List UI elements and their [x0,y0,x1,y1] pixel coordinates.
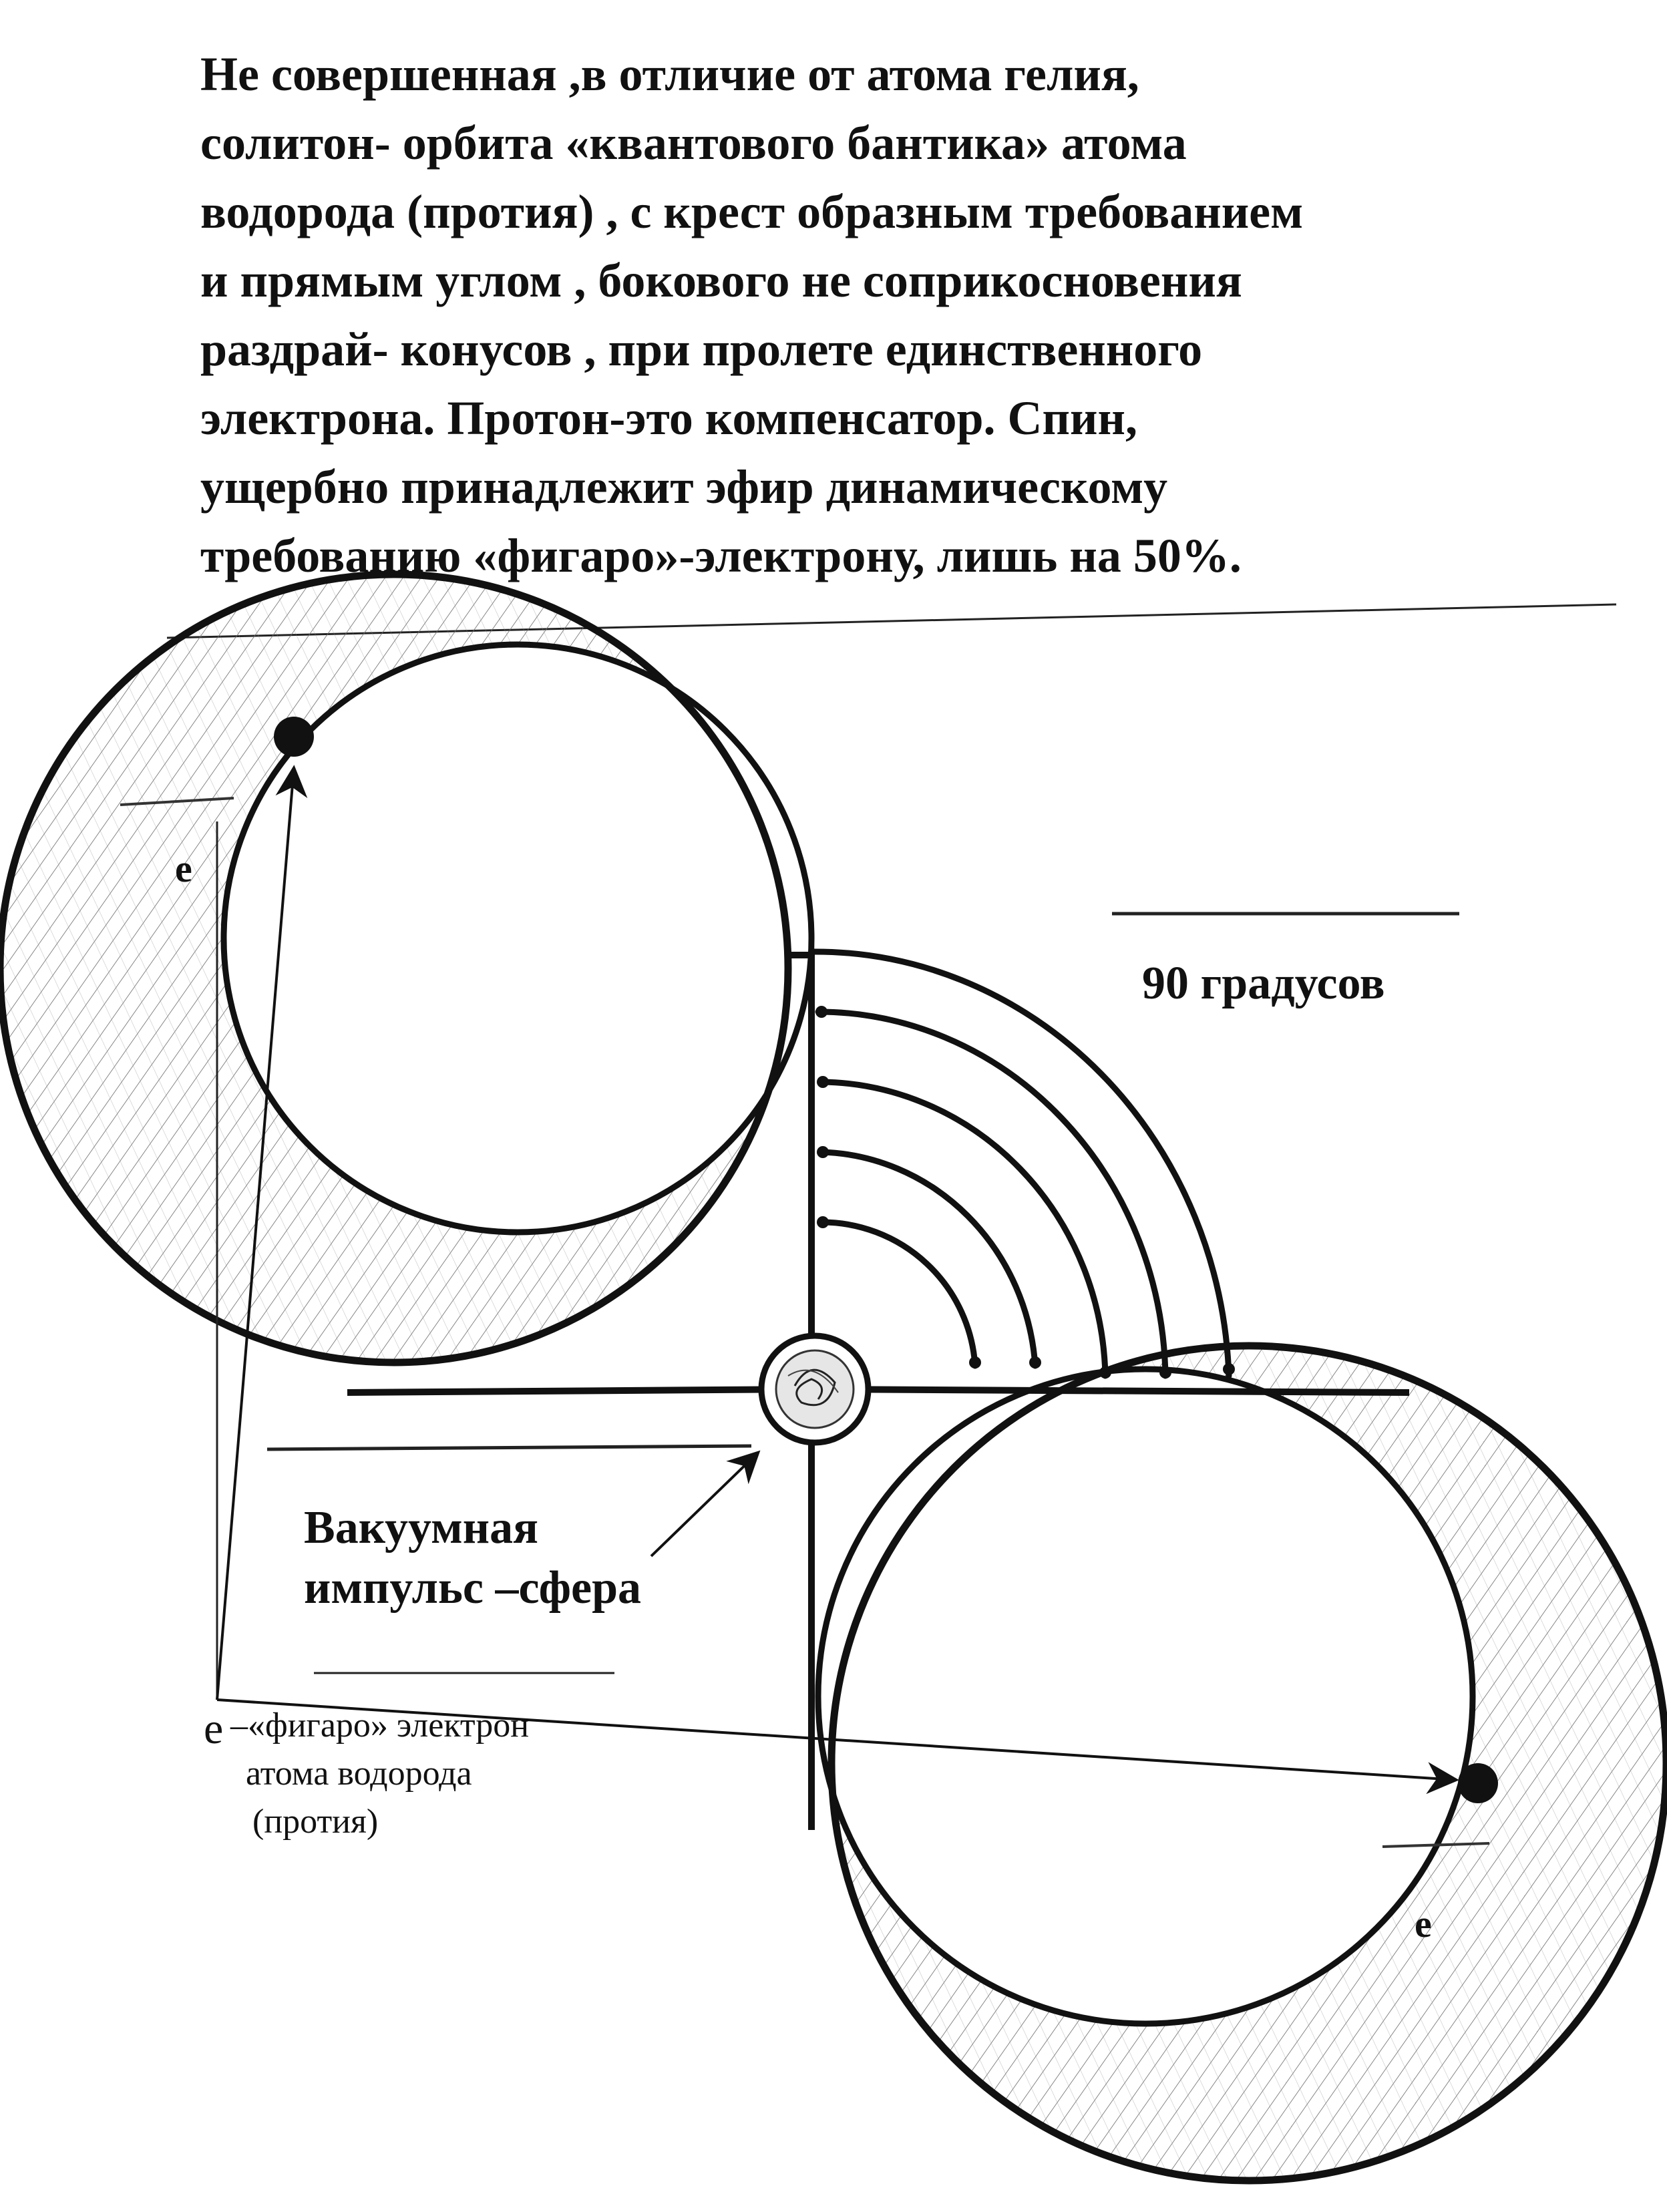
electron-dot-upper [274,717,314,757]
heading-line: электрона. Протон-это компенсатор. Спин, [200,391,1137,445]
heading-line: солитон- орбита «квантового бантика» атома [200,116,1187,170]
angle-arcs [811,952,1229,1376]
heading-line: требованию «фигаро»-электрону, лишь на 50%. [200,529,1242,582]
heading-line: и прямым углом , бокового не соприкосновения [200,254,1242,307]
figaro-symbol: e [204,1704,224,1753]
heading-line: водорода (протия) , с крест образным требованием [200,185,1304,238]
figaro-label-line3: (протия) [252,1803,379,1841]
electron-symbol-lower: e [1415,1902,1432,1946]
heading-line: Не совершенная ,в отличие от атома гелия, [200,47,1139,101]
lower-orbit-lobe [818,1342,1667,2184]
figaro-label-line2: атома водорода [246,1755,472,1793]
heading-line: ущербно принадлежит эфир динамическому [200,460,1168,514]
vacuum-impulse-sphere [761,1336,868,1443]
vacuum-arrow [651,1453,758,1556]
vacuum-label-line1: Вакуумная [304,1502,538,1553]
angle-label: 90 градусов [1142,958,1385,1009]
electron-dot-lower [1458,1763,1498,1803]
heading-line: раздрай- конусов , при пролете единственного [200,323,1203,376]
vacuum-label-line2: импульс –сфера [304,1562,642,1614]
accent-line [267,1446,751,1449]
upper-orbit-lobe [0,574,811,1376]
figaro-label-line1: –«фигаро» электрон [230,1706,530,1744]
electron-symbol-upper: e [175,847,192,890]
